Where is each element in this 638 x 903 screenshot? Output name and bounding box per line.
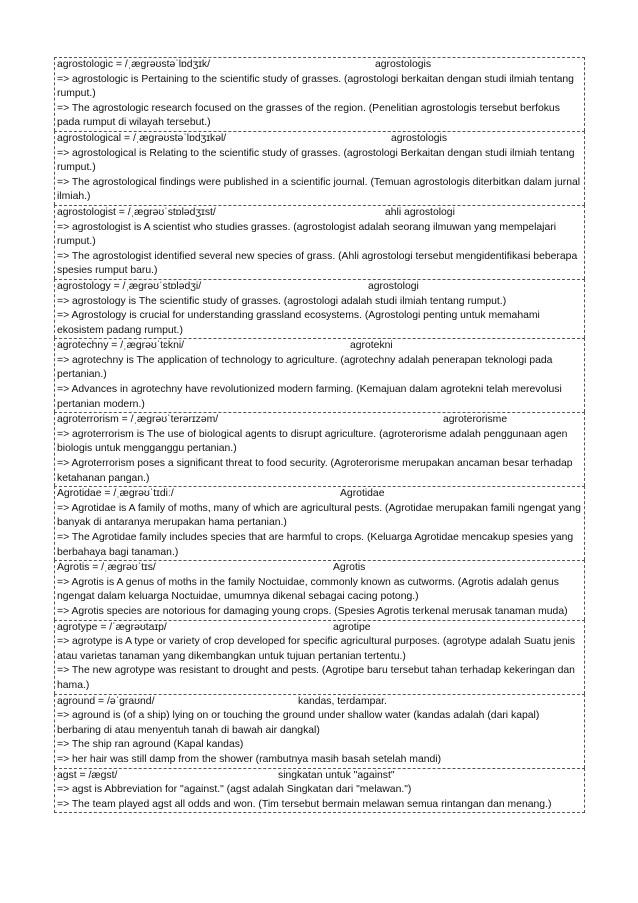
dictionary-entry — [54, 131, 585, 205]
dictionary-page — [54, 57, 585, 813]
entry-example: => The team played agst all odds and won. (Tim tersebut bermain melawan semua rintangan dan menang.) — [57, 798, 552, 810]
entry-headword: agrostologist = /ˌæɡrəʊˈstɒlədʒɪst/ ahli agrostologi — [57, 206, 583, 221]
entry-headword: agrotechny = /ˌæɡrəʊˈtɛkni/ agrotekni — [57, 339, 583, 354]
entry-example: => The Agrotidae family includes species that are harmful to crops. (Keluarga Agrotidae mencakup spesies yang berbahaya bagi tanaman.) — [57, 532, 574, 558]
dictionary-entry — [54, 768, 585, 814]
entry-translation: ahli agrostologi — [385, 206, 455, 218]
entry-example: => The agrostological findings were published in a scientific journal. (Temuan agrostologis diterbitkan dalam jurnal ilmiah.) — [57, 176, 581, 203]
entry-example: => Agrotis species are notorious for damaging young crops. (Spesies Agrotis terkenal merusak tanaman muda) — [57, 605, 568, 617]
entry-definition: => agrostologic is Pertaining to the scientific study of grasses. (agrostologi berkaitan dengan studi ilmiah tentang rumput.) — [57, 73, 574, 100]
entry-example: => The agrostologist identified several new species of grass. (Ahli agrostologi tersebut mengidentifikasi beberapa spesies rumput baru.) — [57, 250, 578, 277]
entry-example: => her hair was still damp from the shower (rambutnya masih basah setelah mandi) — [57, 753, 442, 765]
entry-translation: agrotekni — [350, 340, 393, 352]
entry-headword: Agrotidae = /ˌæɡrəʊˈtɪdiː/ Agrotidae — [57, 487, 583, 502]
entry-definition: => Agrotis is A genus of moths in the family Noctuidae, commonly known as cutworms. (Agrotis adalah genus ngengat dalam keluarga Noctuidae, umumnya dikenal sebagai cacing potong.) — [57, 576, 559, 603]
entry-headword: agrostology = /ˌæɡrəʊˈstɒlədʒi/ agrostologi — [57, 280, 583, 295]
entry-definition: => agrostology is The scientific study of grasses. (agrostologi adalah studi ilmiah tentang rumput.) — [57, 295, 507, 307]
entry-example: => The agrostologic research focused on the grasses of the region. (Penelitian agrostologis tersebut berfokus pada rumput di wilayah tersebut.) — [57, 102, 560, 129]
entry-definition: => Agrotidae is A family of moths, many of which are agricultural pests. (Agrotidae merupakan famili ngengat yang banyak di antaranya merupakan hama pertanian.) — [57, 502, 581, 529]
dictionary-entry — [54, 486, 585, 560]
entry-headword: agrostologic = /ˌæɡrəʊstəˈlɒdʒɪk/ agrostologis — [57, 58, 583, 73]
entry-translation: kandas, terdampar. — [298, 695, 387, 707]
entry-translation: agroterorisme — [443, 414, 508, 426]
entry-translation: Agrotis — [333, 562, 366, 574]
entry-definition: => aground is (of a ship) lying on or touching the ground under shallow water (kandas adalah (dari kapal) berbaring di atau menyentuh tanah di bawah air dangkal) — [57, 710, 540, 736]
entry-headword: agrostological = /ˌæɡrəʊstəˈlɒdʒɪkəl/ agrostologis — [57, 132, 583, 147]
dictionary-entry — [54, 412, 585, 486]
entry-translation: singkatan untuk "against" — [278, 769, 395, 781]
entry-example: => Advances in agrotechny have revolutionized modern farming. (Kemajuan dalam agrotekni telah merevolusi pertanian modern.) — [57, 384, 562, 410]
entry-translation: agrostologis — [375, 59, 432, 70]
entry-definition: => agrotechny is The application of technology to agriculture. (agrotechny adalah penerapan teknologi pada pertanian.) — [57, 354, 553, 381]
entry-example: => The new agrotype was resistant to drought and pests. (Agrotipe baru tersebut tahan terhadap kekeringan dan hama.) — [57, 665, 575, 691]
entry-translation: agrotipe — [333, 621, 371, 633]
entry-headword: agrotype = /ˈæɡrəʊtaɪp/ agrotipe — [57, 621, 583, 636]
dictionary-entry — [54, 338, 585, 412]
entry-headword: aground = /əˈɡraʊnd/ kandas, terdampar. — [57, 695, 583, 710]
dictionary-entry — [54, 279, 585, 338]
entry-definition: => agrotype is A type or variety of crop developed for specific agricultural purposes. (agrotype adalah Suatu jenis atau varietas tanaman yang dikembangkan untuk tujuan pertanian tertentu.) — [57, 636, 576, 662]
entry-translation: agrostologis — [391, 132, 448, 144]
entry-definition: => agrostological is Relating to the scientific study of grasses. (agrostologi Berkaitan dengan studi ilmiah tentang rumput.) — [57, 147, 575, 174]
entry-translation: agrostologi — [368, 280, 419, 292]
entry-example: => Agroterrorism poses a significant threat to food security. (Agroterorisme merupakan ancaman besar terhadap ketahanan pangan.) — [57, 458, 573, 484]
entry-definition: => agrostologist is A scientist who studies grasses. (agrostologist adalah seorang ilmuwan yang mempelajari rumput.) — [57, 221, 557, 248]
entry-definition: => agst is Abbreviation for "against." (agst adalah Singkatan dari "melawan.") — [57, 784, 412, 796]
entry-example: => The ship ran aground (Kapal kandas) — [57, 739, 244, 751]
dictionary-entry — [54, 57, 585, 131]
entry-definition: => agroterrorism is The use of biological agents to disrupt agriculture. (agroterorisme adalah penggunaan agen biologis untuk mengganggu pertanian.) — [57, 428, 568, 455]
entry-headword: agst = /ægst/ singkatan untuk "against" — [57, 769, 583, 784]
dictionary-entry — [54, 620, 585, 694]
dictionary-entry — [54, 560, 585, 619]
dictionary-entry — [54, 205, 585, 279]
entry-translation: Agrotidae — [340, 488, 385, 500]
dictionary-entry — [54, 694, 585, 768]
entry-headword: agroterrorism = /ˌæɡrəʊˈterərɪzəm/ agroterorisme — [57, 413, 583, 428]
entry-headword: Agrotis = /ˌæɡrəʊˈtɪs/ Agrotis — [57, 561, 583, 576]
entry-example: => Agrostology is crucial for understanding grassland ecosystems. (Agrostologi penting untuk memahami ekosistem padang rumput.) — [57, 310, 540, 336]
